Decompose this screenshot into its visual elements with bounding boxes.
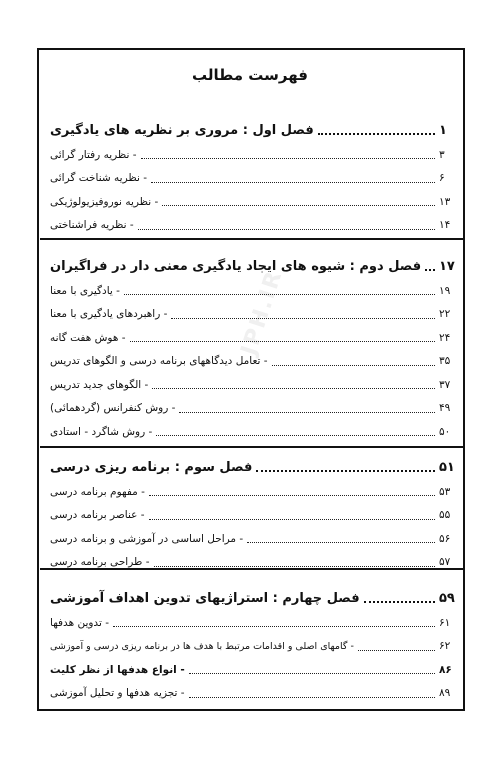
entry-label: - نظریه شناخت گرائی: [50, 172, 148, 185]
chapter-title: فصل سوم : برنامه ریزی درسی: [50, 459, 253, 475]
page-number: ۳: [439, 148, 445, 161]
toc-section: [50, 454, 455, 574]
toc-entry[interactable]: [50, 350, 455, 374]
section-divider: [40, 446, 463, 448]
chapter-heading[interactable]: [50, 117, 455, 143]
entry-label: - روش شاگرد - استادی: [50, 425, 153, 438]
entry-label: - یادگیری با معنا: [50, 284, 120, 297]
entry-label: - الگوهای جدید تدریس: [50, 378, 149, 391]
leader-dots: [272, 365, 435, 366]
toc-entry[interactable]: [50, 279, 455, 303]
chapter-title: فصل چهارم : استراژیهای تدوین اهداف آموزشی: [50, 590, 360, 606]
chapter-heading[interactable]: [50, 585, 455, 611]
entry-label: - نظریه فراشناختی: [50, 219, 134, 232]
toc-entry[interactable]: [50, 214, 455, 238]
leader-dots: [318, 133, 435, 135]
toc-entry[interactable]: [50, 190, 455, 214]
toc-entry[interactable]: [50, 143, 455, 167]
page-number: ۶: [439, 172, 445, 185]
watermark: JPH.IR: [236, 266, 288, 359]
leader-dots: [364, 601, 435, 603]
toc-section: [50, 585, 455, 705]
leader-dots: [189, 673, 435, 674]
page-number: ۶۱: [439, 616, 451, 629]
entry-label: - گامهای اصلی و اقدامات مرتبط با هدف ها در برنامه ریزی درسی و آموزشی: [50, 640, 354, 652]
page-number: ۳۷: [439, 378, 451, 391]
entry-label: - روش کنفرانس (گردهمائی): [50, 402, 176, 415]
page-number: ۸۶: [439, 663, 452, 676]
entry-label: - تعامل دیدگاههای برنامه درسی و الگوهای تدریس: [50, 355, 268, 368]
leader-dots: [425, 269, 435, 271]
leader-dots: [256, 470, 435, 472]
toc-entry[interactable]: [50, 167, 455, 191]
leader-dots: [154, 566, 436, 567]
toc-entry[interactable]: [50, 397, 455, 421]
toc-entry[interactable]: [50, 682, 455, 706]
page-number: ۵۳: [439, 485, 451, 498]
entry-label: - مفهوم برنامه درسی: [50, 485, 145, 498]
entry-label: - تدوین هدفها: [50, 616, 109, 629]
toc-entry[interactable]: [50, 611, 455, 635]
page-number: ۵۵: [439, 509, 451, 522]
page-title: فهرست مطالب: [192, 66, 308, 84]
toc-section: [50, 253, 455, 444]
toc-entry[interactable]: [50, 504, 455, 528]
entry-label: - نظریه رفتار گرائی: [50, 148, 137, 161]
toc-entry[interactable]: [50, 527, 455, 551]
page-number: ۵۷: [439, 556, 451, 569]
page-number: ۶۲: [439, 640, 451, 653]
chapter-title: فصل اول : مروری بر نظریه های یادگیری: [50, 122, 314, 138]
leader-dots: [152, 388, 435, 389]
page-number: ۳۵: [439, 355, 451, 368]
leader-dots: [171, 318, 435, 319]
entry-label: - راهبردهای یادگیری با معنا: [50, 308, 168, 321]
toc-entry[interactable]: [50, 373, 455, 397]
entry-label: - طراحی برنامه درسی: [50, 556, 150, 569]
page-number: ۲۲: [439, 308, 451, 321]
entry-label: - مراحل اساسی در آموزشی و برنامه درسی: [50, 532, 244, 545]
leader-dots: [156, 435, 435, 436]
page-number: ۵۶: [439, 532, 451, 545]
leader-dots: [149, 495, 435, 496]
page-number: ۵۹: [439, 590, 455, 606]
section-divider: [40, 238, 463, 240]
leader-dots: [141, 158, 435, 159]
leader-dots: [124, 294, 435, 295]
leader-dots: [189, 697, 435, 698]
entry-label: - تجزیه هدفها و تحلیل آموزشی: [50, 687, 185, 700]
page-number: ۲۴: [439, 331, 451, 344]
entry-label: - عناصر برنامه درسی: [50, 509, 145, 522]
toc-entry[interactable]: [50, 303, 455, 327]
chapter-heading[interactable]: [50, 454, 455, 480]
entry-label: - هوش هفت گانه: [50, 331, 126, 344]
chapter-heading[interactable]: [50, 253, 455, 279]
page-number: ۱۳: [439, 195, 451, 208]
toc-entry[interactable]: [50, 326, 455, 350]
entry-label: - نظریه نوروفیزیولوژیکی: [50, 195, 159, 208]
leader-dots: [149, 519, 435, 520]
toc-entry[interactable]: [50, 551, 455, 575]
page-number: ۴۹: [439, 402, 451, 415]
leader-dots: [162, 205, 435, 206]
leader-dots: [151, 182, 435, 183]
toc-section: [50, 117, 455, 237]
leader-dots: [113, 626, 435, 627]
toc-entry[interactable]: [50, 480, 455, 504]
chapter-title: فصل دوم : شیوه های ایجاد یادگیری معنی دار در فراگیران: [50, 258, 422, 274]
page-number: ۱: [439, 122, 447, 138]
toc-entry[interactable]: [50, 635, 455, 659]
leader-dots: [179, 412, 435, 413]
page-number: ۱۹: [439, 284, 451, 297]
toc-entry[interactable]: [50, 658, 455, 682]
page-number: ۱۷: [439, 258, 455, 274]
leader-dots: [358, 650, 435, 651]
leader-dots: [138, 229, 435, 230]
page-number: ۱۴: [439, 219, 451, 232]
leader-dots: [247, 542, 435, 543]
page-number: ۸۹: [439, 687, 451, 700]
page-number: ۵۱: [439, 459, 455, 475]
entry-label: - انواع هدفها از نظر کلیت: [50, 663, 185, 676]
page-number: ۵۰: [439, 425, 451, 438]
toc-entry[interactable]: [50, 420, 455, 444]
leader-dots: [130, 341, 436, 342]
